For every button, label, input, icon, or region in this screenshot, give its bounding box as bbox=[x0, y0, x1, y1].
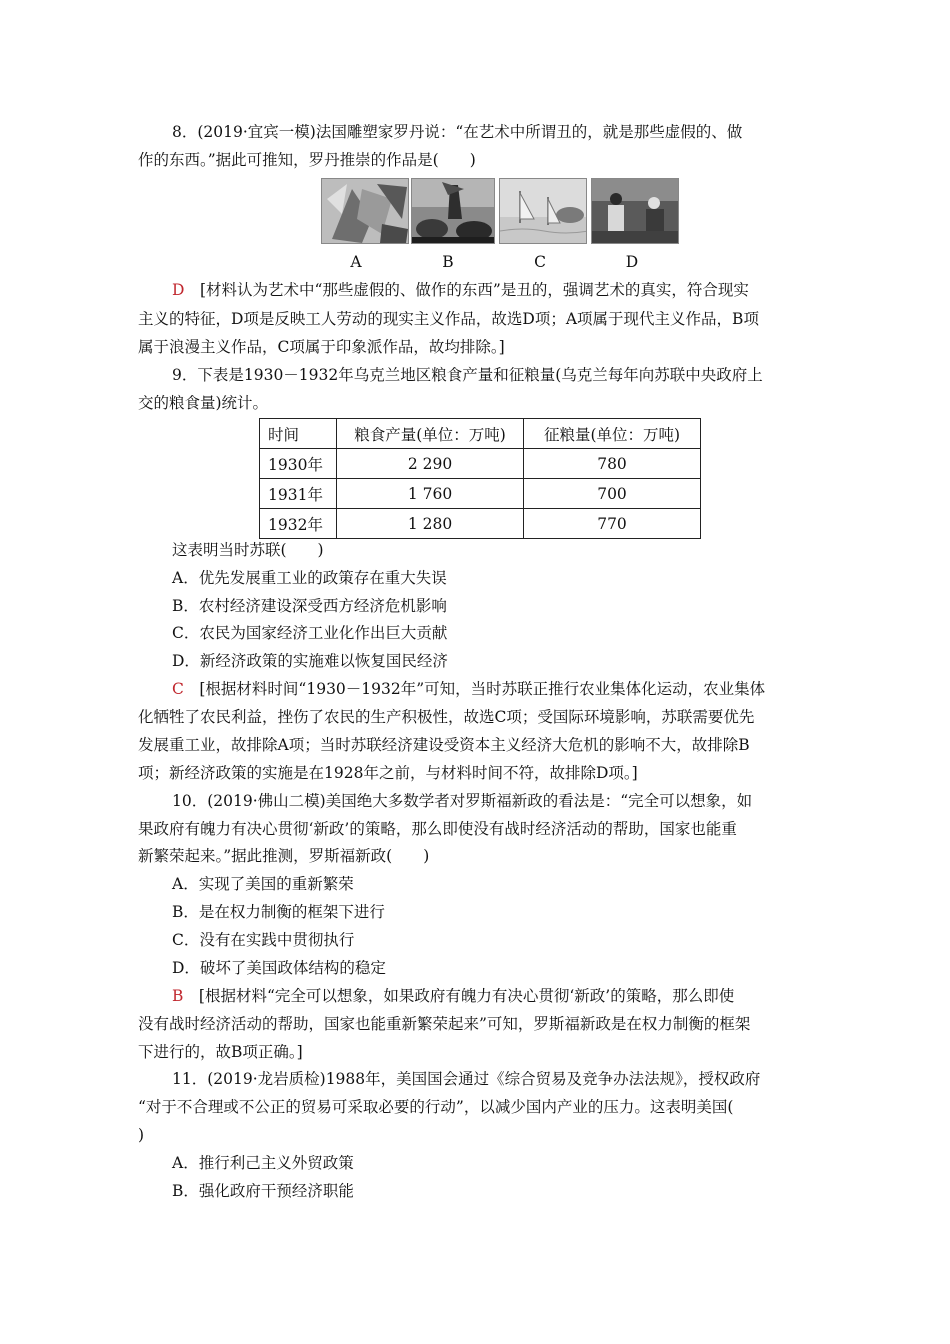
table-cell: 1 760 bbox=[337, 479, 524, 509]
q8-explanation-line2: 主义的特征，D项是反映工人劳动的现实主义作品，故选D项；A项属于现代主义作品，B项 bbox=[138, 310, 759, 328]
q9-explanation-line1 bbox=[172, 679, 765, 699]
q11-option-a: A．推行利己主义外贸政策 bbox=[172, 1154, 354, 1172]
table-cell: 1 280 bbox=[337, 509, 524, 539]
q9-stem-end: 这表明当时苏联( ) bbox=[172, 541, 324, 559]
table-row bbox=[260, 449, 701, 479]
q10-stem-line1: 10．(2019·佛山二模)美国绝大多数学者对罗斯福新政的看法是：“完全可以想象，如 bbox=[172, 792, 753, 810]
q10-stem-line3: 新繁荣起来。”据此推测，罗斯福新政( ) bbox=[138, 847, 430, 865]
image-label-a: A bbox=[350, 253, 362, 271]
q9-option-d: D．新经济政策的实施难以恢复国民经济 bbox=[172, 652, 448, 670]
table-header-cell: 征粮量(单位：万吨) bbox=[524, 419, 701, 449]
q11-stem-line3: ) bbox=[138, 1126, 145, 1144]
grain-table bbox=[259, 418, 701, 539]
table-cell: 780 bbox=[524, 449, 701, 479]
table-cell: 1931年 bbox=[260, 479, 337, 509]
image-label-c: C bbox=[534, 253, 546, 271]
q9-option-c: C．农民为国家经济工业化作出巨大贡献 bbox=[172, 624, 448, 642]
q8-answer-letter: D bbox=[172, 281, 185, 299]
table-header-cell: 粮食产量(单位：万吨) bbox=[337, 419, 524, 449]
image-b-romantic-painting bbox=[411, 178, 495, 244]
image-a-cubist-painting bbox=[321, 178, 409, 244]
q10-explanation-line3: 下进行的，故B项正确。] bbox=[138, 1043, 303, 1061]
q11-option-b: B．强化政府干预经济职能 bbox=[172, 1182, 354, 1200]
q8-explanation-line1 bbox=[172, 280, 749, 300]
table-header-cell: 时间 bbox=[260, 419, 337, 449]
q10-explanation-line1 bbox=[172, 986, 734, 1006]
q8-stem-line1: 8．(2019·宜宾一模)法国雕塑家罗丹说：“在艺术中所谓丑的，就是那些虚假的、做 bbox=[172, 123, 743, 141]
q9-explanation-line2: 化牺牲了农民利益，挫伤了农民的生产积极性，故选C项；受国际环境影响，苏联需要优先 bbox=[138, 708, 755, 726]
q10-explanation-text: [根据材料“完全可以想象，如果政府有魄力有决心贯彻‘新政’的策略，那么即使 bbox=[183, 987, 735, 1005]
q11-stem-line2: “对于不合理或不公正的贸易可采取必要的行动”，以减少国内产业的压力。这表明美国( bbox=[138, 1098, 734, 1116]
q9-answer-letter: C bbox=[172, 680, 184, 698]
q9-explanation-text: [根据材料时间“1930－1932年”可知，当时苏联正推行农业集体化运动，农业集体 bbox=[183, 680, 766, 698]
image-c-impressionist-painting bbox=[499, 178, 587, 244]
q10-option-c: C．没有在实践中贯彻执行 bbox=[172, 931, 355, 949]
image-d-realist-painting bbox=[591, 178, 679, 244]
table-cell: 700 bbox=[524, 479, 701, 509]
q9-explanation-line3: 发展重工业，故排除A项；当时苏联经济建设受资本主义经济大危机的影响不大，故排除B bbox=[138, 736, 750, 754]
q8-stem-line2: 作的东西。”据此可推知，罗丹推崇的作品是( ) bbox=[138, 151, 476, 169]
image-label-b: B bbox=[442, 253, 454, 271]
table-header-row bbox=[260, 419, 701, 449]
q9-option-a: A．优先发展重工业的政策存在重大失误 bbox=[172, 569, 447, 587]
q9-option-b: B．农村经济建设深受西方经济危机影响 bbox=[172, 597, 447, 615]
q10-answer-letter: B bbox=[172, 987, 184, 1005]
table-row bbox=[260, 479, 701, 509]
q10-option-a: A．实现了美国的重新繁荣 bbox=[172, 875, 354, 893]
q10-stem-line2: 果政府有魄力有决心贯彻‘新政’的策略，那么即使没有战时经济活动的帮助，国家也能重 bbox=[138, 820, 737, 838]
table-cell: 770 bbox=[524, 509, 701, 539]
table-cell: 1932年 bbox=[260, 509, 337, 539]
table-cell: 2 290 bbox=[337, 449, 524, 479]
q10-option-b: B．是在权力制衡的框架下进行 bbox=[172, 903, 385, 921]
q9-explanation-line4: 项；新经济政策的实施是在1928年之前，与材料时间不符，故排除D项。] bbox=[138, 764, 638, 782]
q8-explanation-text: [材料认为艺术中“那些虚假的、做作的东西”是丑的，强调艺术的真实，符合现实 bbox=[184, 281, 749, 299]
q11-stem-line1: 11．(2019·龙岩质检)1988年，美国国会通过《综合贸易及竞争办法法规》，授权政府 bbox=[172, 1070, 761, 1088]
table-cell: 1930年 bbox=[260, 449, 337, 479]
q8-explanation-line3: 属于浪漫主义作品，C项属于印象派作品，故均排除。] bbox=[138, 338, 505, 356]
q9-stem-line2: 交的粮食量)统计。 bbox=[138, 394, 269, 412]
q9-stem-line1: 9．下表是1930－1932年乌克兰地区粮食产量和征粮量(乌克兰每年向苏联中央政府上 bbox=[172, 366, 763, 384]
table-row bbox=[260, 509, 701, 539]
q10-explanation-line2: 没有战时经济活动的帮助，国家也能重新繁荣起来”可知，罗斯福新政是在权力制衡的框架 bbox=[138, 1015, 751, 1033]
image-label-d: D bbox=[625, 253, 639, 271]
q10-option-d: D．破坏了美国政体结构的稳定 bbox=[172, 959, 386, 977]
